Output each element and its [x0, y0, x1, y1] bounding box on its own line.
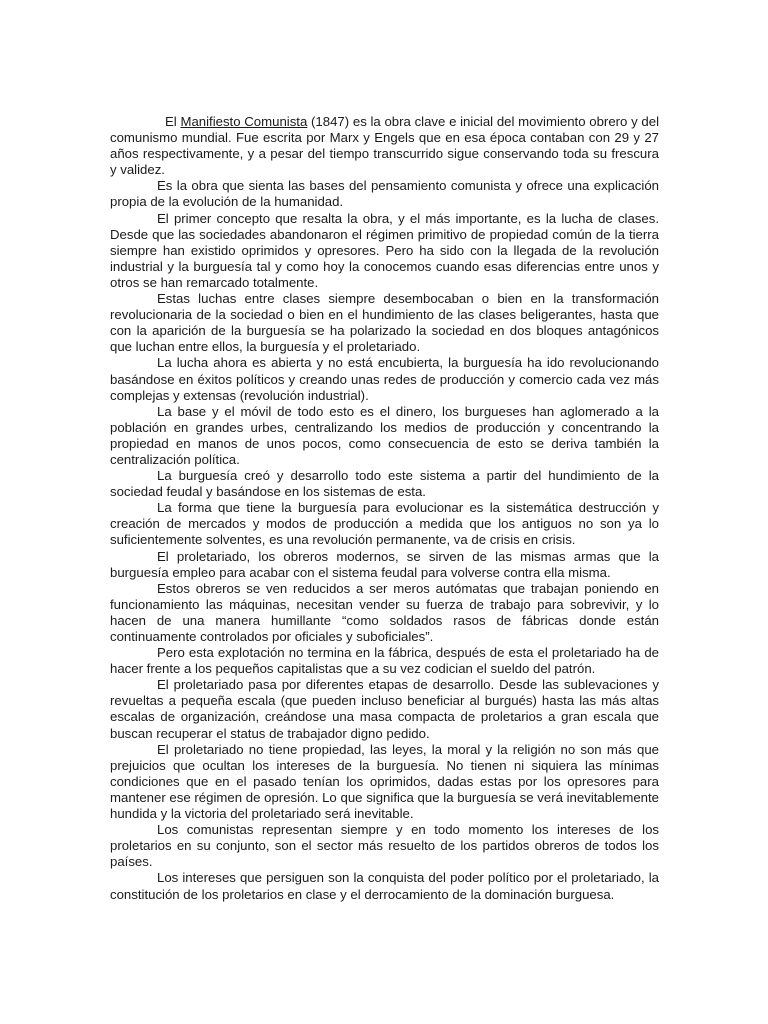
paragraph-6: La burguesía creó y desarrollo todo este sistema a partir del hundimiento de la sociedad feudal y basándose en los sistemas de esta.	[110, 468, 659, 500]
paragraph-13: Los comunistas representan siempre y en todo momento los intereses de los proletarios en su conjunto, son el sector más resuelto de los partidos obreros de todos los países.	[110, 822, 659, 870]
paragraph-8: El proletariado, los obreros modernos, se sirven de las mismas armas que la burguesía empleo para acabar con el sistema feudal para volverse contra ella misma.	[110, 548, 659, 580]
paragraph-2: El primer concepto que resalta la obra, y el más importante, es la lucha de clases. Desde que las sociedades abandonaron el régimen primitivo de propiedad común de la tierra siempre han existido oprimidos y opresores. Pero ha sido con la llegada de la revolución industrial y la burguesía tal y como hoy la conocemos cuando esas diferencias entre unos y otros se han remarcado totalmente.	[110, 210, 659, 290]
intro-text: (1847) es la obra clave e inicial del movimiento obrero y del comunismo mundial. Fue escrita por Marx y Engels que en esa época contaban con 29 y 27 años respectivamente, y a pesar del tiempo transcurrido sigue conservando toda su frescura y validez.	[110, 114, 659, 178]
paragraph-5: La base y el móvil de todo esto es el dinero, los burgueses han aglomerado a la población en grandes urbes, centralizando los medios de producción y concentrando la propiedad en manos de unos pocos, como consecuencia de esto se deriva también la centralización política.	[110, 403, 659, 467]
paragraph-14: Los intereses que persiguen son la conquista del poder político por el proletariado, la constitución de los proletarios en clase y el derrocamiento de la dominación burguesa.	[110, 870, 659, 902]
paragraph-7: La forma que tiene la burguesía para evolucionar es la sistemática destrucción y creación de mercados y modos de producción a medida que los antiguos no son ya lo suficientemente solventes, es una revolución permanente, va de crisis en crisis.	[110, 500, 659, 548]
paragraph-11: El proletariado pasa por diferentes etapas de desarrollo. Desde las sublevaciones y revueltas a pequeña escala (que pueden incluso beneficiar al burgués) hasta las más altas escalas de organización, creándose una masa compacta de proletarios a gran escala que buscan recuperar el status de trabajador digno pedido.	[110, 677, 659, 741]
paragraph-4: La lucha ahora es abierta y no está encubierta, la burguesía ha ido revolucionando basándose en éxitos políticos y creando unas redes de producción y comercio cada vez más complejas y extensas (revolución industrial).	[110, 355, 659, 403]
intro-paragraph	[110, 114, 659, 178]
paragraph-12: El proletariado no tiene propiedad, las leyes, la moral y la religión no son más que prejuicios que ocultan los intereses de la burguesía. No tienen ni siquiera las mínimas condiciones que en el pasado tenían los oprimidos, dadas estas por los opresores para mantener ese régimen de opresión. Lo que significa que la burguesía se verá inevitablemente hundida y la victoria del proletariado será inevitable.	[110, 741, 659, 822]
manifesto-title-link[interactable]: Manifiesto Comunista	[180, 114, 308, 129]
paragraph-1: Es la obra que sienta las bases del pensamiento comunista y ofrece una explicación propia de la evolución de la humanidad.	[110, 178, 659, 210]
intro-lead: El	[165, 114, 181, 129]
document-body	[110, 114, 659, 903]
paragraph-9: Estos obreros se ven reducidos a ser meros autómatas que trabajan poniendo en funcionamiento las máquinas, necesitan vender su fuerza de trabajo para sobrevivir, y lo hacen de una manera humillante “como soldados rasos de fábricas donde están continuamente controlados por oficiales y suboficiales”.	[110, 580, 659, 644]
paragraph-10: Pero esta explotación no termina en la fábrica, después de esta el proletariado ha de hacer frente a los pequeños capitalistas que a su vez codician el sueldo del patrón.	[110, 645, 659, 677]
paragraph-3: Estas luchas entre clases siempre desembocaban o bien en la transformación revolucionaria de la sociedad o bien en el hundimiento de las clases beligerantes, hasta que con la aparición de la burguesía se ha polarizado la sociedad en dos bloques antagónicos que luchan entre ellos, la burguesía y el proletariado.	[110, 291, 659, 355]
